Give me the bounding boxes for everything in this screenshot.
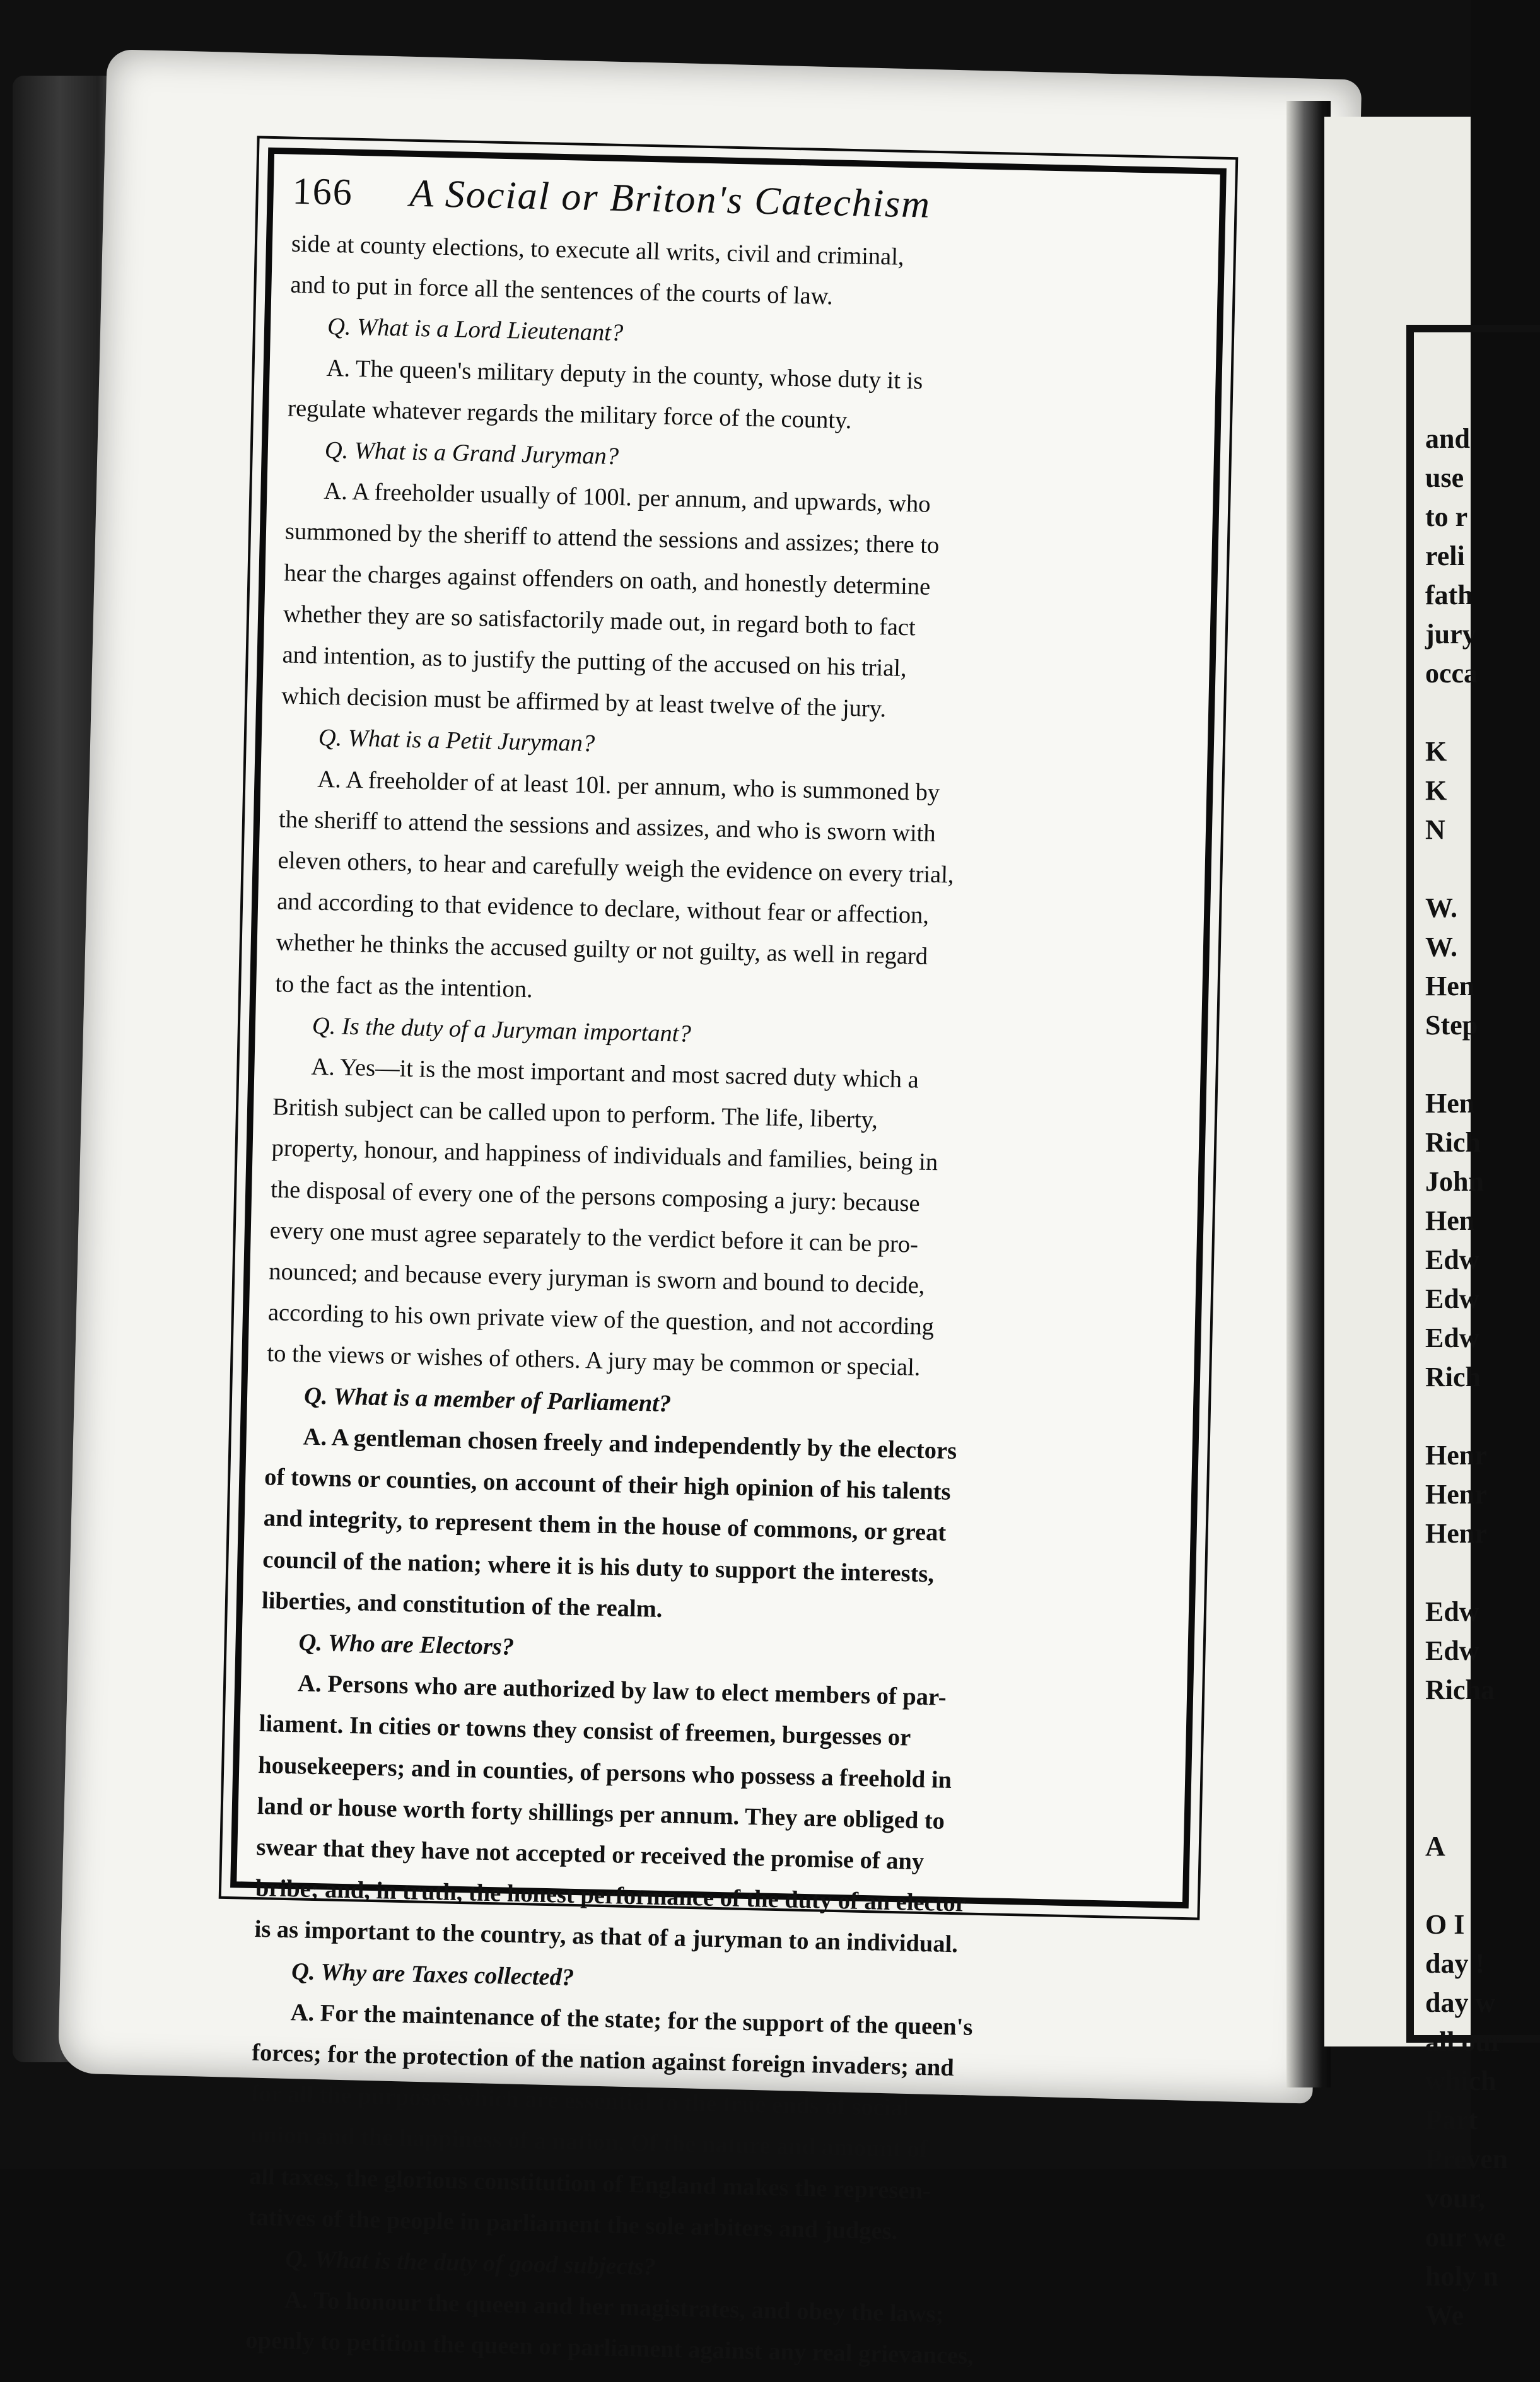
answer-line: A. A freeholder usually of 100l. per annum, and upwards, who (323, 478, 931, 518)
right-page-line: which (1425, 2065, 1496, 2096)
text-line: all taxes, the glorious constitution of England makes the represen- (248, 2163, 931, 2204)
question-line: Q. What is a member of Parliament? (303, 1382, 672, 1417)
text-line: property, honour, and happiness of individuals and families, being in (271, 1135, 938, 1176)
right-page-line: A (1425, 1831, 1445, 1862)
right-page-line: reli (1425, 540, 1465, 571)
right-page-line: vour, (1425, 2183, 1485, 2214)
text-line: liament. In cities or towns they consist of freemen, burgesses or (259, 1710, 911, 1751)
right-page-line (1425, 1710, 1539, 1749)
right-page-line: Henr (1425, 1479, 1487, 1510)
text-line: and to put in force all the sentences of the courts of law. (290, 271, 834, 310)
right-page-line: Rich (1425, 1127, 1481, 1158)
right-page-line: Hen (1425, 971, 1475, 1001)
text-line: land or house worth forty shillings per annum. They are obliged to (257, 1792, 945, 1835)
right-page-line: We (1425, 2300, 1464, 2331)
text-line: eleven others, to hear and carefully weigh the evidence on every trial, (277, 847, 955, 889)
right-page-line (1425, 1397, 1539, 1436)
text-line: British subject can be called upon to perform. The life, liberty, (272, 1094, 878, 1134)
right-page-line: K (1425, 736, 1447, 767)
text-line: and integrity, to represent them in the house of commons, or great (263, 1505, 947, 1547)
answer-line: A. A gentleman chosen freely and independently by the electors (303, 1423, 957, 1464)
question-line: Q. Is the duty of a Juryman important? (312, 1012, 692, 1048)
text-line: side at county elections, to execute all writs, civil and criminal, (291, 230, 905, 271)
text-line: union and the happiness of a nation. Of the nature and amount of (250, 2122, 928, 2163)
answer-line: A. Persons who are authorized by law to elect members of par- (297, 1670, 947, 1711)
right-page-line: Hen (1425, 1088, 1475, 1119)
right-page-line: John (1425, 1166, 1484, 1197)
right-page-line: Edw (1425, 1283, 1479, 1314)
question-line: Q. Who are Electors? (298, 1629, 515, 1661)
text-line: every one must agree separately to the verdict before it can be pro- (269, 1217, 919, 1258)
right-page-fragment (1324, 117, 1508, 2331)
text-line: openly to petition the queen or parliament against any real grievances, (245, 2327, 974, 2370)
right-page-line: our we (1425, 2222, 1506, 2253)
right-page-line: and (1425, 423, 1470, 454)
right-page-line: all our (1425, 2026, 1503, 2057)
text-line: is as important to the country, as that of a juryman to an individual. (254, 1916, 959, 1958)
text-line: bribe; and, in truth, the honest performance of the duty of an elector (255, 1875, 967, 1917)
right-page-line: Hen (1425, 1205, 1475, 1236)
right-page-line (1425, 1045, 1539, 1084)
right-page-line: fath (1425, 580, 1473, 610)
running-title: A Social or Briton's Catechism (409, 172, 931, 226)
right-page-line: Henr (1425, 1440, 1487, 1471)
text-line: according to his own private view of the question, and not according (267, 1299, 935, 1341)
text-line: for all the purposes which are essential to the true ends of social (250, 2081, 910, 2122)
right-page-line: Preven (1425, 2144, 1508, 2175)
answer-line: A. The queen's military deputy in the county, whose duty it is (326, 354, 923, 395)
text-line: whether he thinks the accused guilty or not guilty, as well in regard (276, 929, 928, 971)
right-page-line (1425, 849, 1539, 889)
text-line: nounced; and because every juryman is sworn and bound to decide, (268, 1258, 925, 1299)
question-line: Q. What is a Lord Lieutenant? (327, 313, 624, 347)
right-page-line (1425, 1866, 1539, 1905)
text-line: which decision must be affirmed by at least twelve of the jury. (281, 682, 887, 723)
right-page-line: Richa (1425, 1674, 1495, 1705)
question-line: Q. What is the duty of good subjects? (284, 2246, 656, 2280)
right-page-line: Step (1425, 1010, 1478, 1041)
right-page-line (1425, 1749, 1539, 1788)
text-line: of towns or counties, on account of their high opinion of his talents (264, 1464, 951, 1505)
question-line: Q. What is a Grand Juryman? (324, 436, 619, 470)
right-page-line: occa (1425, 658, 1478, 689)
text-panel (230, 148, 1227, 2370)
text-line: tatives of the people in parliament the sole arbiters and judges. (248, 2204, 898, 2245)
right-page-line: to r (1425, 501, 1468, 532)
text-line: to the views or wishes of others. A jury may be common or special. (267, 1340, 921, 1382)
right-page-line: O I (1425, 1909, 1465, 1940)
text-line: whether they are so satisfactorily made out, in regard both to fact (283, 600, 916, 641)
text-line: council of the nation; where it is his duty to support the interests, (262, 1546, 935, 1587)
answer-line: A. A freeholder of at least 10l. per annum, who is summoned by (317, 766, 940, 806)
right-page-line: Edw (1425, 1322, 1479, 1353)
right-page-line: W. (1425, 892, 1457, 923)
text-line: the sheriff to attend the sessions and assizes, and who is sworn with (278, 806, 936, 847)
text-line: housekeepers; and in counties, of persons who possess a freehold in (257, 1751, 952, 1794)
answer-line: A. For the maintenance of the state; for the support of the queen's (290, 1999, 973, 2041)
right-page-line: K (1425, 775, 1447, 806)
right-page-line: use (1425, 462, 1464, 493)
text-line: forces; for the protection of the nation against foreign invaders; and (251, 2039, 955, 2082)
text-line: summoned by the sheriff to attend the sessions and assizes; there to (284, 518, 940, 559)
catechism-text (245, 224, 1198, 2381)
right-page-line: N (1425, 814, 1445, 845)
right-page-line: Rich (1425, 1362, 1481, 1392)
right-page-line: W. (1425, 931, 1457, 962)
text-line: hear the charges against offenders on oath, and honestly determine (284, 559, 931, 600)
right-page-line: holy n (1425, 2261, 1499, 2292)
answer-line: A. To honour the queen and her magistrates, and obey the laws; (284, 2287, 944, 2328)
text-line: to the fact as the intention. (274, 970, 534, 1003)
right-page-line: Part (1425, 2105, 1478, 2135)
right-page-line: jury (1425, 619, 1476, 650)
right-page-line (1425, 1788, 1539, 1827)
right-page-line: day w (1425, 1987, 1496, 2018)
right-page-line: Edw (1425, 1596, 1479, 1627)
question-line: Q. Why are Taxes collected? (291, 1958, 575, 1991)
right-page-text (1425, 419, 1539, 2335)
text-line: liberties, and constitution of the realm. (261, 1587, 663, 1623)
answer-line: A. Yes—it is the most important and most sacred duty which a (311, 1053, 919, 1094)
text-line: the disposal of every one of the persons composing a jury: because (270, 1176, 921, 1217)
question-line: Q. What is a Petit Juryman? (318, 725, 595, 757)
text-line: and according to that evidence to declare, without fear or affection, (276, 888, 930, 930)
right-page-line: Edw (1425, 1244, 1479, 1275)
page-number: 166 (292, 170, 354, 213)
text-line: and intention, as to justify the putting of the accused on his trial, (282, 641, 907, 682)
right-page-line: Henr (1425, 1518, 1487, 1549)
text-line: regulate whatever regards the military force of the county. (287, 395, 852, 434)
right-page-line (1425, 693, 1539, 732)
right-page-line (1425, 1553, 1539, 1592)
text-line: swear that they have not accepted or received the promise of any (256, 1833, 925, 1875)
right-page-line: day ! (1425, 1948, 1485, 1979)
right-page-line: Edw (1425, 1635, 1479, 1666)
